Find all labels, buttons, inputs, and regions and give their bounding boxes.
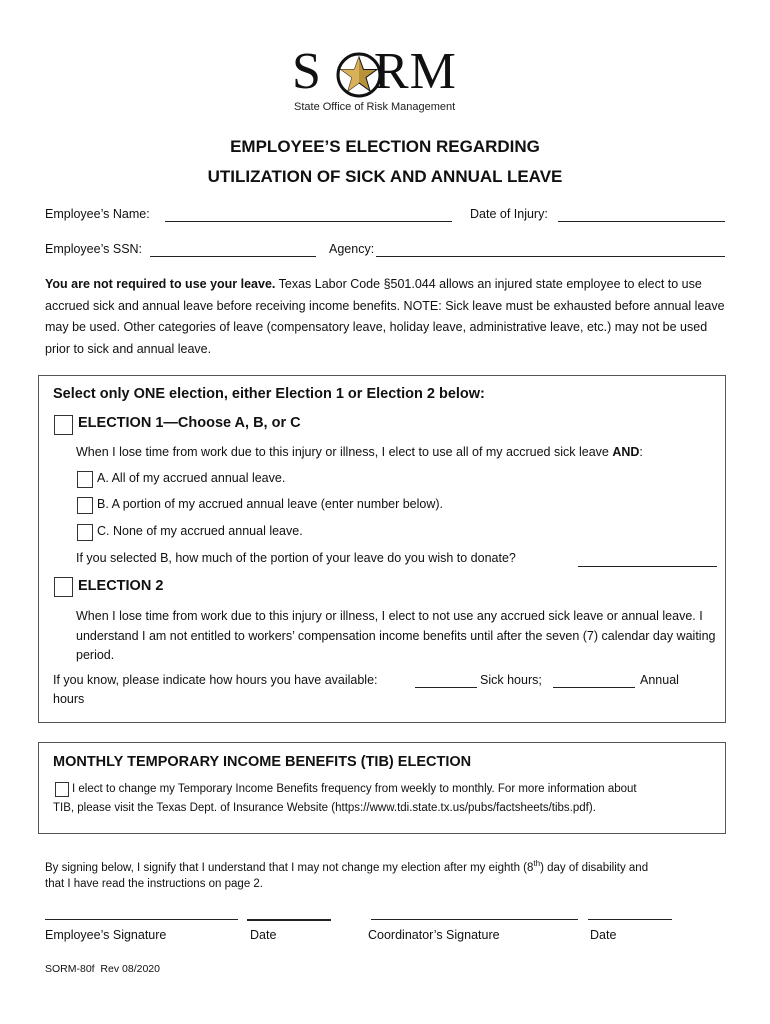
- tib-checkbox[interactable]: [55, 782, 69, 797]
- election1-label: ELECTION 1—Choose A, B, or C: [78, 415, 301, 431]
- employee-signature-field[interactable]: [45, 919, 238, 920]
- intro-paragraph: [45, 274, 725, 360]
- agency-field[interactable]: [376, 256, 725, 257]
- hours-word: hours: [53, 692, 85, 706]
- election1-text-bold: AND: [612, 445, 640, 459]
- sick-hours-field[interactable]: [415, 687, 477, 688]
- signing-text-b: ) day of disability and: [540, 861, 649, 874]
- date-of-injury-label: Date of Injury:: [470, 207, 548, 221]
- date-of-injury-field[interactable]: [558, 221, 725, 222]
- logo-letters-rm: RM: [373, 43, 457, 100]
- hours-prompt: If you know, please indicate how hours you have available:: [53, 673, 378, 687]
- sick-hours-label: Sick hours;: [480, 673, 542, 687]
- signing-text-a: By signing below, I signify that I understand that I may not change my election after my eighth (8: [45, 861, 534, 874]
- election2-label: ELECTION 2: [78, 578, 164, 594]
- option-c-label: C. None of my accrued annual leave.: [97, 524, 303, 538]
- election-heading: Select only ONE election, either Election 1 or Election 2 below:: [53, 386, 485, 402]
- intro-bold: You are not required to use your leave.: [45, 277, 276, 291]
- portion-field[interactable]: [578, 566, 717, 567]
- coordinator-signature-field[interactable]: [371, 919, 578, 920]
- coordinator-date-field[interactable]: [588, 919, 672, 920]
- option-a-label: A. All of my accrued annual leave.: [97, 471, 286, 485]
- star-emblem-icon: [336, 52, 382, 98]
- annual-hours-label: Annual: [640, 673, 679, 687]
- logo-letter-s: S: [292, 43, 322, 100]
- employee-name-label: Employee’s Name:: [45, 207, 150, 221]
- signing-sup: th: [533, 859, 541, 868]
- option-b-checkbox[interactable]: [77, 497, 93, 514]
- election2-text: When I lose time from work due to this injury or illness, I elect to not use any accrued sick leave or annual leave. I understand I am not entitled to workers’ compensation income benefits until after the seven (7) calendar day waiting period.: [76, 609, 716, 662]
- employee-ssn-field[interactable]: [150, 256, 316, 257]
- annual-hours-field[interactable]: [553, 687, 635, 688]
- form-title-line2: UTILIZATION OF SICK AND ANNUAL LEAVE: [207, 167, 563, 186]
- election1-checkbox[interactable]: [54, 415, 73, 435]
- signing-statement-line1: [45, 859, 648, 874]
- employee-signature-label: Employee’s Signature: [45, 928, 167, 942]
- form-title-line1: EMPLOYEE’S ELECTION REGARDING: [230, 137, 540, 156]
- option-b-label: B. A portion of my accrued annual leave (enter number below).: [97, 497, 444, 511]
- coordinator-signature-label: Coordinator’s Signature: [368, 928, 500, 942]
- date1-label: Date: [250, 928, 277, 942]
- signing-statement-line2: that I have read the instructions on page 2.: [45, 878, 264, 890]
- tib-text-line1: I elect to change my Temporary Income Benefits frequency from weekly to monthly. For more information about: [72, 783, 637, 795]
- employee-name-field[interactable]: [165, 221, 452, 222]
- election1-text-main: When I lose time from work due to this injury or illness, I elect to use all of my accrued sick leave: [76, 445, 613, 459]
- tib-text-line2: TIB, please visit the Texas Dept. of Insurance Website (https://www.tdi.state.tx.us/pubs/factsheets/tibs.pdf).: [53, 802, 596, 814]
- form-footer: SORM-80f Rev 08/2020: [45, 963, 160, 975]
- agency-label: Agency:: [329, 242, 375, 256]
- option-c-checkbox[interactable]: [77, 524, 93, 541]
- logo-subtitle: State Office of Risk Management: [294, 101, 456, 113]
- election1-text-end: :: [639, 445, 643, 459]
- portion-question: If you selected B, how much of the portion of your leave do you wish to donate?: [76, 551, 516, 565]
- sorm-logo: [292, 43, 482, 116]
- employee-date-field[interactable]: [247, 919, 331, 921]
- date2-label: Date: [590, 928, 617, 942]
- election1-text: [76, 445, 643, 459]
- tib-heading: MONTHLY TEMPORARY INCOME BENEFITS (TIB) ELECTION: [53, 754, 472, 770]
- election2-checkbox[interactable]: [54, 577, 73, 597]
- option-a-checkbox[interactable]: [77, 471, 93, 488]
- employee-ssn-label: Employee’s SSN:: [45, 242, 143, 256]
- intro-text: Texas Labor Code §501.044 allows an injured state employee to elect to use accrued sick and annual leave before receiving income benefits. NOTE: Sick leave must be exhausted before annual leave may be used. Other categories of leave (compensatory leave, holiday leave, administrative leave, etc.) may not be used prior to sick and annual leave.: [45, 277, 725, 356]
